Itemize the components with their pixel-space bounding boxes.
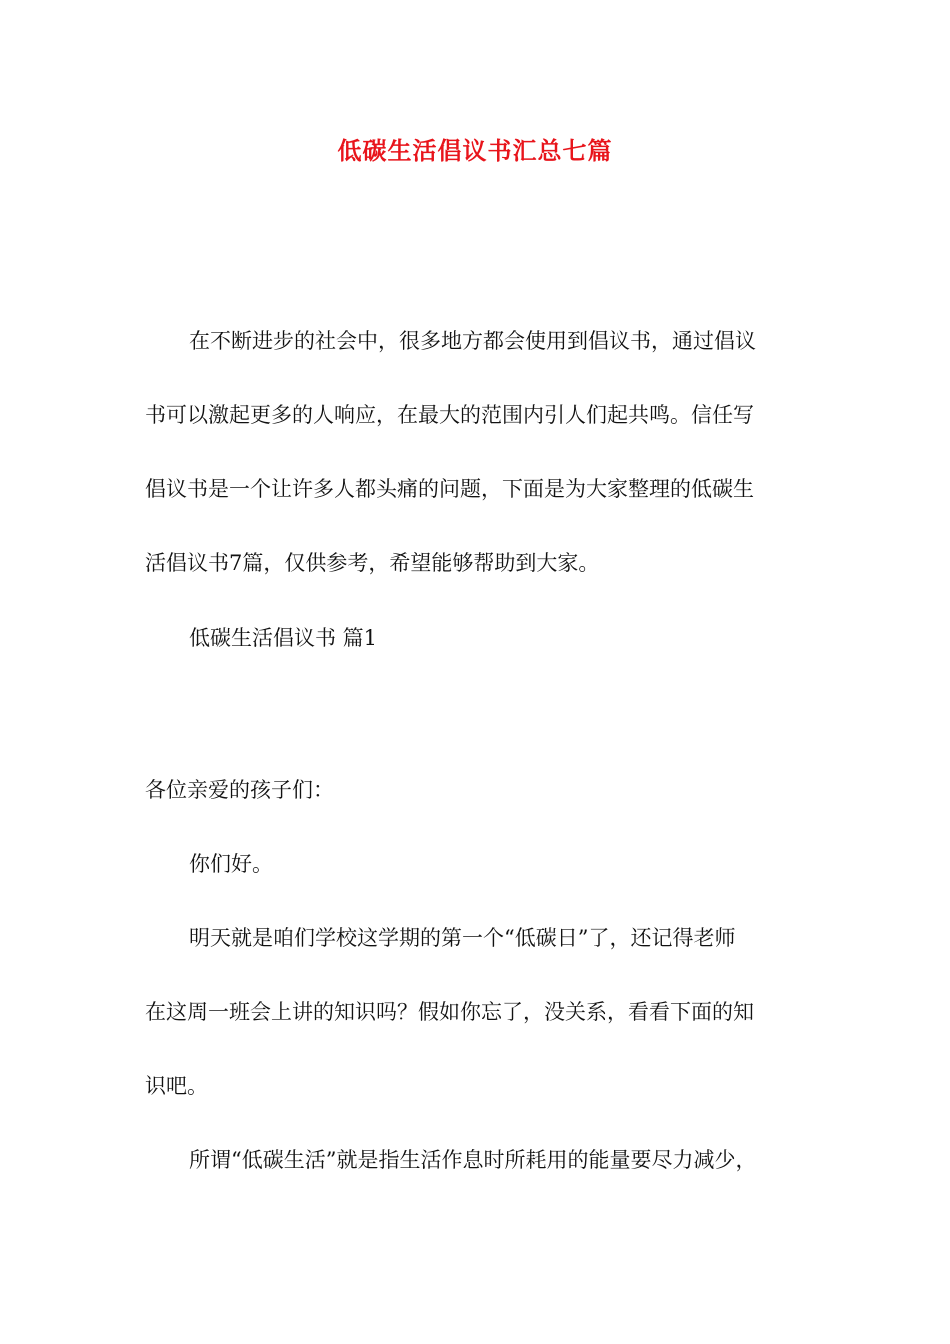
paragraph-line: 活倡议书7篇，仅供参考，希望能够帮助到大家。: [145, 551, 600, 575]
salutation: 各位亲爱的孩子们：: [145, 778, 334, 802]
paragraph-line: 书可以激起更多的人响应，在最大的范围内引人们起共鸣。信任写: [145, 403, 754, 427]
paragraph-line: 识吧。: [145, 1074, 208, 1098]
document-title: 低碳生活倡议书汇总七篇: [337, 136, 613, 165]
section-heading: 低碳生活倡议书 篇1: [189, 626, 378, 650]
paragraph-line: 在不断进步的社会中，很多地方都会使用到倡议书，通过倡议: [189, 329, 756, 353]
paragraph-line: 倡议书是一个让许多人都头痛的问题，下面是为大家整理的低碳生: [145, 477, 754, 501]
paragraph-line: 明天就是咱们学校这学期的第一个“低碳日”了，还记得老师: [189, 926, 736, 950]
greeting: 你们好。: [189, 852, 273, 876]
paragraph-line: 在这周一班会上讲的知识吗？假如你忘了，没关系，看看下面的知: [145, 1000, 754, 1024]
paragraph-line: 所谓“低碳生活”就是指生活作息时所耗用的能量要尽力减少，: [189, 1148, 757, 1172]
